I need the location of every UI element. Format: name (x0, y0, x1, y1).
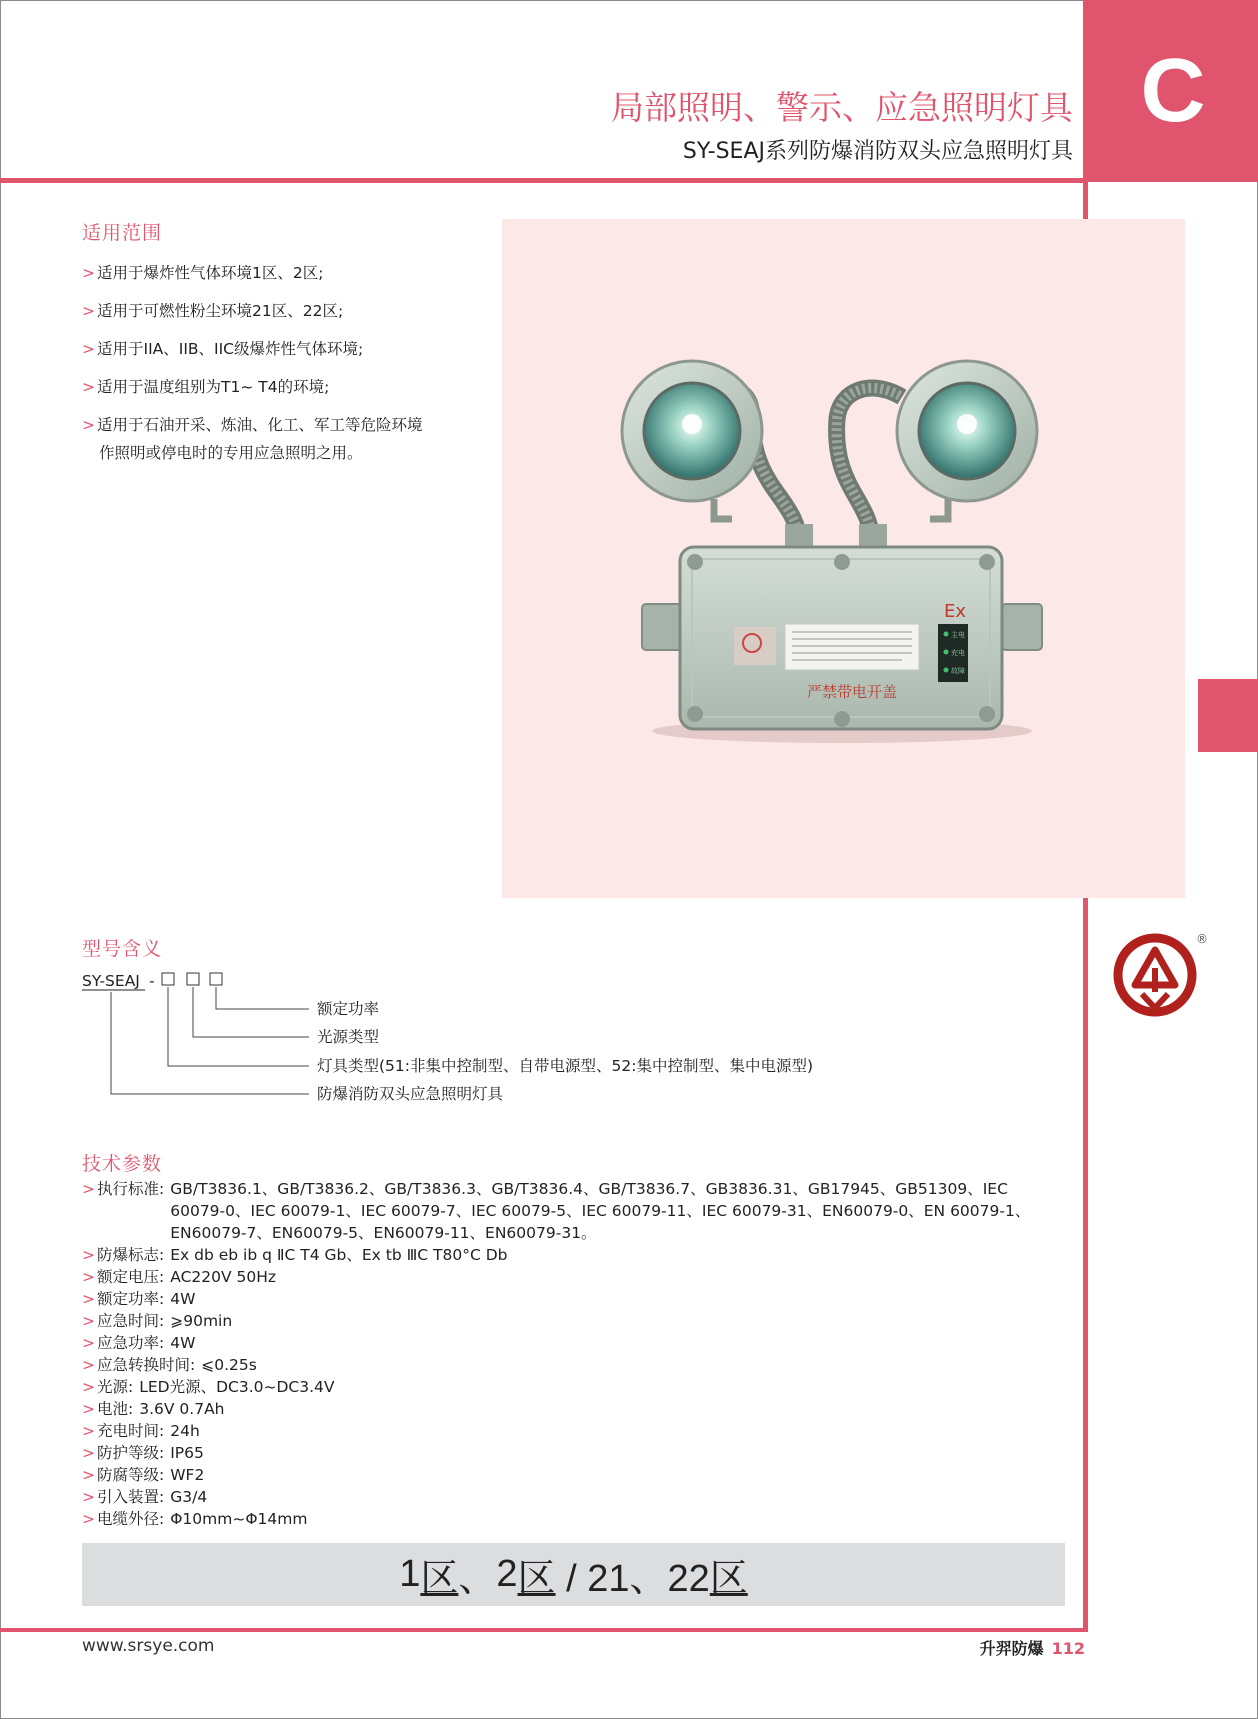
accent-footer-rule (0, 1628, 1088, 1632)
nameplate (785, 624, 919, 670)
tech-row: > 光源: LED光源、DC3.0~DC3.4V (82, 1378, 335, 1396)
bolt (834, 711, 850, 727)
product-photo (502, 219, 1185, 898)
arrow-icon: > (82, 1378, 95, 1396)
arrow-icon: > (82, 1422, 95, 1440)
tech-row: > 应急功率: 4W (82, 1334, 196, 1352)
arrow-icon: > (82, 1400, 95, 1418)
svg-text:故障: 故障 (951, 667, 965, 675)
scope-item: > 适用于温度组别为T1~ T4的环境; (82, 378, 330, 396)
model-label-type: 灯具类型(51:非集中控制型、自带电源型、52:集中控制型、集中电源型) (317, 1057, 813, 1075)
scope-item: > 适用于可燃性粉尘环境21区、22区; (82, 302, 344, 320)
arrow-icon: > (82, 1268, 95, 1286)
tech-row: > 额定功率: 4W (82, 1290, 196, 1308)
model-box-1 (162, 973, 174, 985)
page-number: 112 (1051, 1639, 1085, 1658)
model-label-name: 防爆消防双头应急照明灯具 (317, 1085, 504, 1103)
arrow-icon: > (82, 378, 95, 396)
side-gland-right (1002, 604, 1042, 650)
bolt (687, 706, 703, 722)
svg-text:主电: 主电 (951, 631, 965, 639)
right-conduit (837, 388, 902, 544)
page-subtitle: SY-SEAJ系列防爆消防双头应急照明灯具 (682, 139, 1073, 164)
scope-item: > 适用于石油开采、炼油、化工、军工等危险环境 (82, 416, 423, 434)
arrow-icon: > (82, 1510, 95, 1528)
registered-mark: ® (1196, 932, 1208, 946)
arrow-icon: > (82, 1466, 95, 1484)
tech-row: > 电池: 3.6V 0.7Ah (82, 1400, 225, 1418)
arrow-icon: > (82, 302, 95, 320)
model-code: SY-SEAJ (82, 972, 140, 990)
footer-website[interactable]: www.srsye.com (82, 1636, 215, 1656)
arrow-icon: > (82, 1356, 95, 1374)
led-charging (944, 650, 949, 655)
svg-text:-: - (149, 972, 155, 990)
model-box-3 (210, 973, 222, 985)
arrow-icon: > (82, 264, 95, 282)
arrow-icon: > (82, 416, 95, 434)
scope-heading: 适用范围 (82, 222, 163, 244)
model-label-power: 额定功率 (317, 1000, 380, 1018)
tech-row: > 防爆标志: Ex db eb ib q ⅡC T4 Gb、Ex tb ⅢC T80°C Db (82, 1246, 508, 1264)
model-box-2 (187, 973, 199, 985)
side-tab (1198, 679, 1258, 752)
scope-list (82, 262, 482, 480)
model-label-source: 光源类型 (317, 1028, 380, 1046)
scope-item-continuation: 作照明或停电时的专用应急照明之用。 (99, 444, 363, 462)
footer-brand (980, 1636, 1085, 1659)
tech-row: > 引入装置: G3/4 (82, 1488, 208, 1506)
tech-row: > 防腐等级: WF2 (82, 1466, 205, 1484)
tech-row: > 额定电压: AC220V 50Hz (82, 1268, 277, 1286)
brand-name: 升羿防爆 (979, 1639, 1044, 1658)
arrow-icon: > (82, 1334, 95, 1352)
bolt (979, 706, 995, 722)
accent-header-rule (0, 178, 1088, 183)
led-fault (944, 668, 949, 673)
arrow-icon: > (82, 1312, 95, 1330)
arrow-icon: > (82, 1180, 95, 1198)
emergency-light-illustration (502, 219, 1185, 898)
warning-text: 严禁带电开盖 (806, 683, 898, 701)
arrow-icon: > (82, 340, 95, 358)
bolt (687, 554, 703, 570)
bolt (834, 554, 850, 570)
tech-row: > 电缆外径: Φ10mm~Φ14mm (82, 1510, 308, 1528)
arrow-icon: > (82, 1444, 95, 1462)
tech-row: > 充电时间: 24h (82, 1422, 200, 1440)
led-main-power (944, 632, 949, 637)
tech-row-standard: > 执行标准: GB/T3836.1、GB/T3836.2、GB/T3836.3、GB/T3836.4、GB/T3836.7、GB3836.31、GB17945、GB51309、IEC 60079-0、IEC 60079-1、IEC 60079-7、IEC 60079-5、IEC 60079-11、IEC 60079-31、EN60079-0、EN 60079-1、EN60079-7、EN60079-5、EN60079-11、EN60079-31。 (82, 1180, 1031, 1242)
certificate-label (734, 627, 776, 665)
tech-row: > 防护等级: IP65 (82, 1444, 204, 1462)
arrow-icon: > (82, 1488, 95, 1506)
tech-param-list (82, 1178, 1067, 1530)
tech-heading: 技术参数 (82, 1153, 163, 1175)
arrow-icon: > (82, 1290, 95, 1308)
zone-banner: 1 区 、 2 区 / 21、22 区 (82, 1543, 1065, 1606)
ex-mark: Ex (944, 601, 967, 622)
scope-item: > 适用于爆炸性气体环境1区、2区; (82, 264, 324, 282)
tech-row: > 应急转换时间: ⩽0.25s (82, 1356, 257, 1374)
chapter-letter: C (1140, 40, 1206, 141)
bolt (979, 554, 995, 570)
brand-logo-icon (1110, 930, 1200, 1020)
scope-item: > 适用于IIA、IIB、IIC级爆炸性气体环境; (82, 340, 364, 358)
model-heading: 型号含义 (82, 938, 163, 960)
page-title: 局部照明、警示、应急照明灯具 (611, 88, 1073, 127)
tech-row: > 应急时间: ⩾90min (82, 1312, 233, 1330)
chapter-corner-badge (1088, 0, 1258, 182)
svg-text:充电: 充电 (951, 649, 965, 657)
arrow-icon: > (82, 1246, 95, 1264)
model-diagram (0, 965, 900, 1105)
side-gland-left (642, 604, 682, 650)
